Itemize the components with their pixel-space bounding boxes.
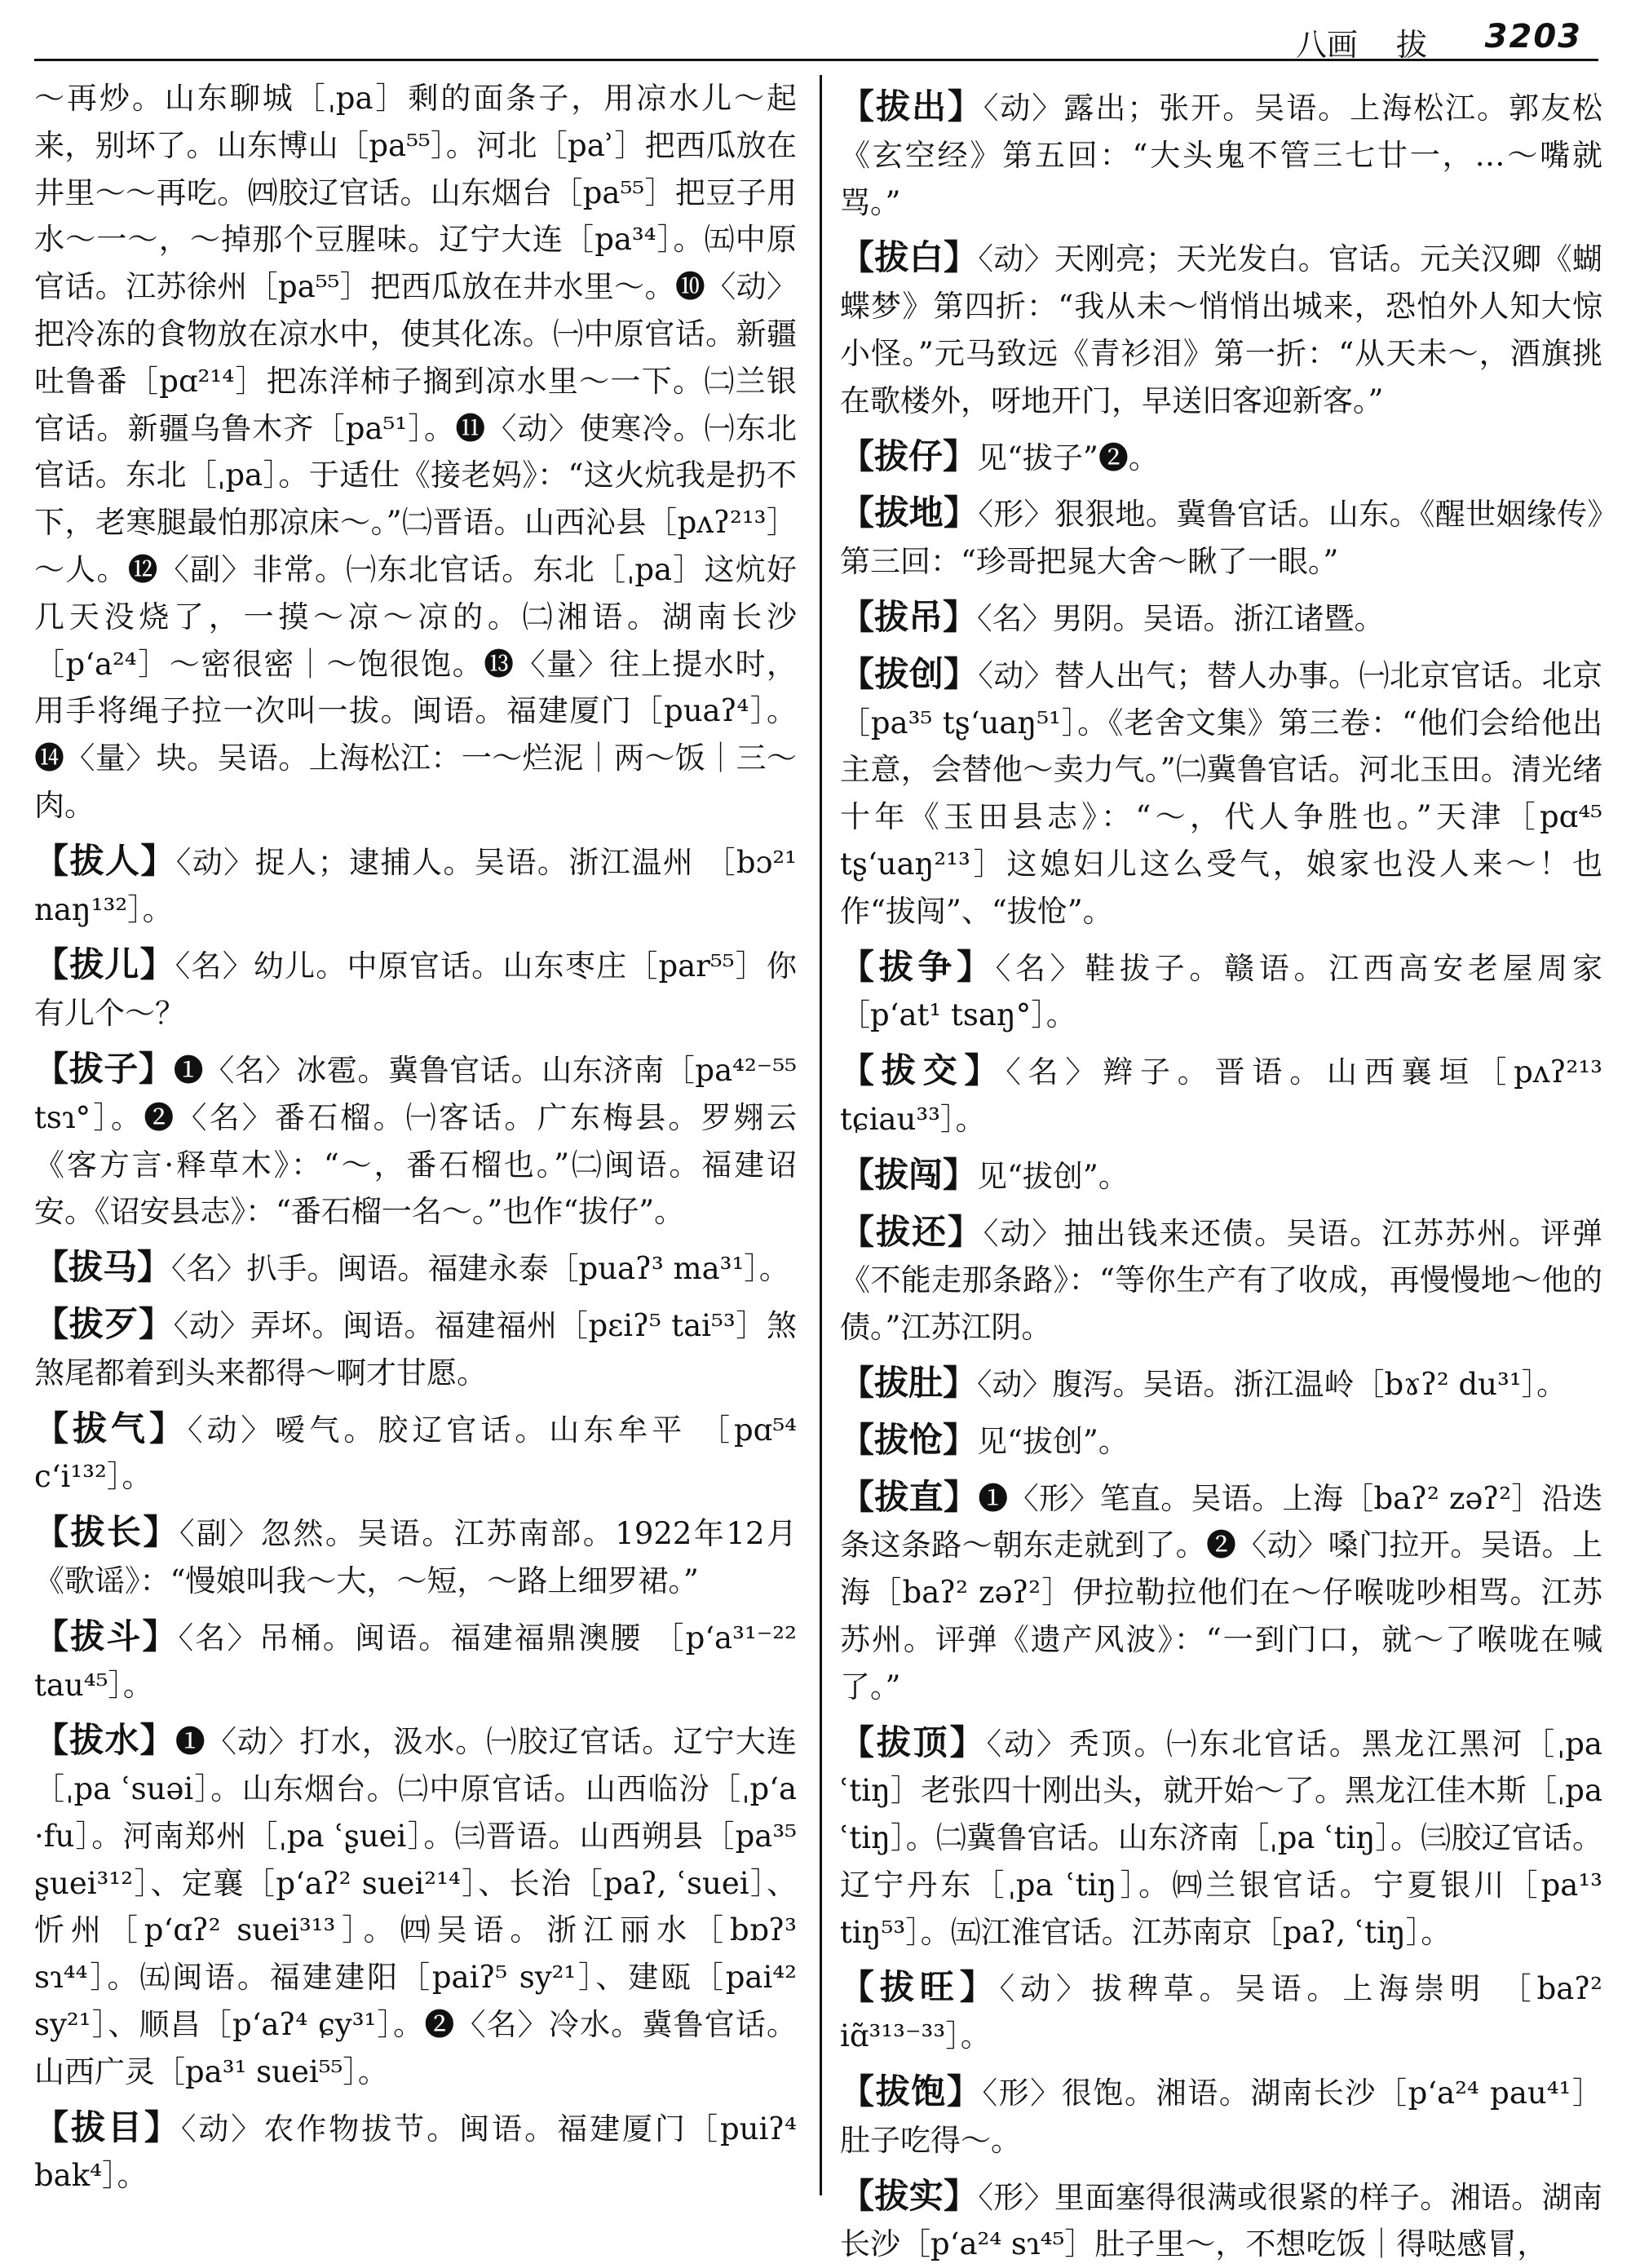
entry-headword: 【拔怆】	[840, 1419, 978, 1460]
entry-definition: 〈动〉腹泻。吴语。浙江温岭［bɤʔ² du³¹］。	[977, 1366, 1567, 1402]
entry-definition: 见“拔子”❷。	[977, 440, 1159, 475]
left-entries	[34, 838, 797, 2200]
entry-headword: 【拔地】	[840, 493, 979, 533]
entry-headword: 【拔马】	[34, 1247, 172, 1288]
entry-headword: 【拔歹】	[34, 1303, 174, 1344]
column-divider	[820, 75, 822, 2195]
entry-headword: 【拔交】	[840, 1050, 1006, 1091]
dictionary-entry	[840, 1417, 1602, 1466]
dictionary-entry	[840, 944, 1602, 1040]
entry-definition: 〈动〉替人出气；替人办事。㈠北京官话。北京［pa³⁵ tʂʻuaŋ⁵¹］。《老舍文集》第三卷：“他们会给他出主意，会替他～卖力气。”㈡冀鲁官话。河北玉田。清光绪十年《玉田县志》：“～，代人争胜也。”天津［pɑ⁴⁵ tʂʻuaŋ²¹³］这媳妇儿这么受气，娘家也没人来～！也作“拔闯”、“拔怆”。	[840, 657, 1602, 929]
entry-definition: 〈动〉农作物拔节。闽语。福建厦门［puiʔ⁴ bak⁴］。	[34, 2111, 797, 2194]
header-section: 八画	[1295, 27, 1358, 63]
header-word: 拔	[1395, 27, 1427, 63]
page-header	[34, 11, 1598, 61]
entry-headword: 【拔子】	[34, 1048, 174, 1089]
dictionary-entry	[34, 2104, 797, 2200]
entry-headword: 【拔儿】	[34, 944, 175, 985]
dictionary-entry	[34, 1405, 797, 1501]
entry-definition: 〈动〉捉人；逮捕人。吴语。浙江温州 ［bɔ²¹ naŋ¹³²］。	[34, 844, 797, 927]
entry-headword: 【拔肚】	[840, 1362, 978, 1403]
dictionary-entry	[840, 1359, 1602, 1408]
entry-definition: ❶〈名〉冰雹。冀鲁官话。山东济南［pa⁴²⁻⁵⁵ tsɿ°］。❷〈名〉番石榴。㈠客话。广东梅县。罗翙云《客方言·释草木》：“～，番石榴也。”㈡闽语。福建诏安。《诏安县志》：“番石榴一名～。”也作“拔仔”。	[34, 1052, 797, 1230]
entry-definition: 〈动〉弄坏。闽语。福建福州［pɛiʔ⁵ tai⁵³］煞煞尾都着到头来都得～啊才甘愿。	[34, 1307, 797, 1390]
dictionary-entry	[34, 1717, 797, 2095]
dictionary-entry	[840, 2068, 1602, 2164]
dictionary-entry	[34, 838, 797, 934]
entry-headword: 【拔水】	[34, 1720, 175, 1761]
entry-definition: 〈形〉狠狠地。冀鲁官话。山东。《醒世姻缘传》第三回：“珍哥把晁大舍～瞅了一眼。”	[840, 497, 1602, 580]
entry-definition: 〈形〉里面塞得很满或很紧的样子。湘语。湖南长沙［pʻa²⁴ sɿ⁴⁵］肚子里～，不想吃饭｜得哒感冒，	[840, 2179, 1602, 2262]
entry-definition: ❶〈动〉打水，汲水。㈠胶辽官话。辽宁大连［ˌpa ʿsuəi］。山东烟台。㈡中原官话。山西临汾［ˌpʻa ·fu］。河南郑州［ˌpa ʿʂuei］。㈢晋语。山西朔县［pa³⁵ ʂuei³¹²］、定襄［pʻaʔ² suei²¹⁴］、长治［paʔ, ʿsuei］、忻州［pʻɑʔ² suei³¹³］。㈣吴语。浙江丽水［bɒʔ³ sɿ⁴⁴］。㈤闽语。福建建阳［paiʔ⁵ sy²¹］、建瓯［pai⁴² sy²¹］、顺昌［pʻaʔ⁴ ɕy³¹］。❷〈名〉冷水。冀鲁官话。山西广灵［pa³¹ suei⁵⁵］。	[34, 1724, 797, 2089]
dictionary-entry	[840, 594, 1602, 643]
dictionary-entry	[840, 1474, 1602, 1711]
entry-headword: 【拔气】	[34, 1408, 188, 1448]
entry-headword: 【拔斗】	[34, 1616, 179, 1656]
right-entries	[840, 83, 1602, 2268]
entry-headword: 【拔闯】	[840, 1154, 978, 1195]
entry-definition: 〈动〉天刚亮；天光发白。官话。元关汉卿《蝴蝶梦》第四折：“我从未～悄悄出城来，恐怕外人知大惊小怪。”元马致远《青衫泪》第一折：“从天未～，酒旗挑在歌楼外，呀地开门，早送旧客迎新客。”	[840, 241, 1602, 418]
dictionary-entry	[840, 2173, 1602, 2268]
dictionary-entry	[840, 83, 1602, 226]
dictionary-entry	[840, 651, 1602, 935]
entry-definition: 见“拔创”。	[977, 1158, 1129, 1194]
dictionary-entry	[34, 1244, 797, 1293]
dictionary-entry	[34, 1301, 797, 1397]
entry-headword: 【拔还】	[840, 1211, 983, 1252]
entry-definition: 〈动〉嗳气。胶辽官话。山东牟平 ［pɑ⁵⁴ cʻi¹³²］。	[34, 1412, 797, 1495]
entry-definition: 〈名〉幼儿。中原官话。山东枣庄［par⁵⁵］你有儿个～？	[34, 948, 797, 1032]
dictionary-entry	[840, 489, 1602, 586]
entry-definition: ❶〈形〉笔直。吴语。上海［baʔ² zəʔ²］沿迭条这条路～朝东走就到了。❷〈动〉嗓门拉开。吴语。上海［baʔ² zəʔ²］伊拉勒拉他们在～仔喉咙吵相骂。江苏苏州。评弹《遗产风波》：“一到门口，就～了喉咙在喊了。”	[840, 1480, 1602, 1704]
entry-headword: 【拔人】	[34, 840, 176, 881]
entry-definition: 〈名〉吊桶。闽语。福建福鼎澳腰 ［pʻa³¹⁻²² tau⁴⁵］。	[34, 1620, 797, 1703]
entry-definition: 〈名〉鞋拔子。赣语。江西高安老屋周家［pʻat¹ tsaŋ°］。	[840, 950, 1602, 1033]
right-column	[840, 75, 1602, 2262]
entry-headword: 【拔长】	[34, 1512, 179, 1553]
entry-definition: 〈动〉拔稗草。吴语。上海崇明 ［baʔ² iɑ̃³¹³⁻³³］。	[840, 1971, 1602, 2054]
entry-definition: 〈形〉很饱。湘语。湖南长沙［pʻa²⁴ pau⁴¹］肚子吃得～。	[840, 2076, 1602, 2158]
dictionary-entry	[840, 1964, 1602, 2060]
dictionary-entry	[34, 1509, 797, 1605]
dictionary-entry	[34, 941, 797, 1037]
entry-headword: 【拔争】	[840, 946, 996, 987]
entry-headword: 【拔吊】	[840, 596, 978, 637]
entry-definition: 〈名〉男阴。吴语。浙江诸暨。	[977, 600, 1385, 636]
entry-definition: 〈动〉秃顶。㈠东北官话。黑龙江黑河［ˌpa ʿtiŋ］老张四十刚出头，就开始～了。黑龙江佳木斯［ˌpa ʿtiŋ］。㈡冀鲁官话。山东济南［ˌpa ʿtiŋ］。㈢胶辽官话。辽宁丹东［ˌpa ʿtiŋ］。㈣兰银官话。宁夏银川［pa¹³ tiŋ⁵³］。㈤江淮官话。江苏南京［paʔ, ʿtiŋ］。	[840, 1726, 1602, 1950]
entry-definition: 〈副〉忽然。吴语。江苏南部。1922年12月《歌谣》：“慢娘叫我～大，～短，～路上细罗裙。”	[34, 1516, 797, 1598]
entry-headword: 【拔顶】	[840, 1722, 987, 1762]
dictionary-entry	[840, 1719, 1602, 1956]
entry-headword: 【拔出】	[840, 86, 983, 126]
entry-headword: 【拔旺】	[840, 1967, 1000, 2008]
entry-headword: 【拔白】	[840, 237, 979, 278]
dictionary-entry	[840, 1047, 1602, 1143]
entry-definition: 〈动〉露出；张开。吴语。上海松江。郭友松《玄空经》第五回：“大头鬼不管三七廿一，…～嘴就骂。”	[840, 91, 1602, 220]
entry-definition: 〈名〉扒手。闽语。福建永泰［puaʔ³ ma³¹］。	[171, 1251, 789, 1287]
dictionary-entry	[34, 1613, 797, 1709]
entry-definition: 〈名〉辫子。晋语。山西襄垣［pʌʔ²¹³ tɕiau³³］。	[840, 1054, 1602, 1137]
entry-headword: 【拔仔】	[840, 435, 978, 476]
continued-entry-text: ～再炒。山东聊城［ˌpa］剩的面条子，用凉水儿～起来，别坏了。山东博山［pa⁵⁵］。河北［paʾ］把西瓜放在井里～～再吃。㈣胶辽官话。山东烟台［pa⁵⁵］把豆子用水～一～，～掉那个豆腥味。辽宁大连［pa³⁴］。㈤中原官话。江苏徐州［pa⁵⁵］把西瓜放在井水里～。❿〈动〉把冷冻的食物放在凉水中，使其化冻。㈠中原官话。新疆吐鲁番［pɑ²¹⁴］把冻洋柿子搁到凉水里～一下。㈡兰银官话。新疆乌鲁木齐［pa⁵¹］。⓫〈动〉使寒冷。㈠东北官话。东北［ˌpa］。于适仕《接老妈》：“这火炕我是扔不下，老寒腿最怕那凉床～。”㈡晋语。山西沁县［pʌʔ²¹³］～人。⓬〈副〉非常。㈠东北官话。东北［ˌpa］这炕好几天没烧了，一摸～凉～凉的。㈡湘语。湖南长沙［pʻa²⁴］～密很密｜～饱很饱。⓭〈量〉往上提水时，用手将绳子拉一次叫一拔。闽语。福建厦门［puaʔ⁴］。⓮〈量〉块。吴语。上海松江：一～烂泥｜两～饭｜三～肉。	[34, 81, 797, 823]
entry-definition: 见“拔创”。	[977, 1423, 1129, 1459]
entry-definition: 〈动〉抽出钱来还债。吴语。江苏苏州。评弹《不能走那条路》：“等你生产有了收成，再慢慢地～他的债。”江苏江阴。	[840, 1215, 1602, 1346]
entry-headword: 【拔饱】	[840, 2071, 983, 2112]
dictionary-entry	[840, 1152, 1602, 1200]
entry-headword: 【拔目】	[34, 2107, 181, 2147]
dictionary-entry	[34, 1046, 797, 1236]
dictionary-entry	[840, 234, 1602, 424]
dictionary-entry	[840, 433, 1602, 482]
entry-headword: 【拔实】	[840, 2175, 979, 2216]
dictionary-entry	[840, 1209, 1602, 1351]
left-column	[34, 75, 797, 2195]
page-number: 3203	[1484, 18, 1582, 55]
entry-headword: 【拔直】	[840, 1476, 979, 1517]
entry-headword: 【拔创】	[840, 653, 979, 694]
